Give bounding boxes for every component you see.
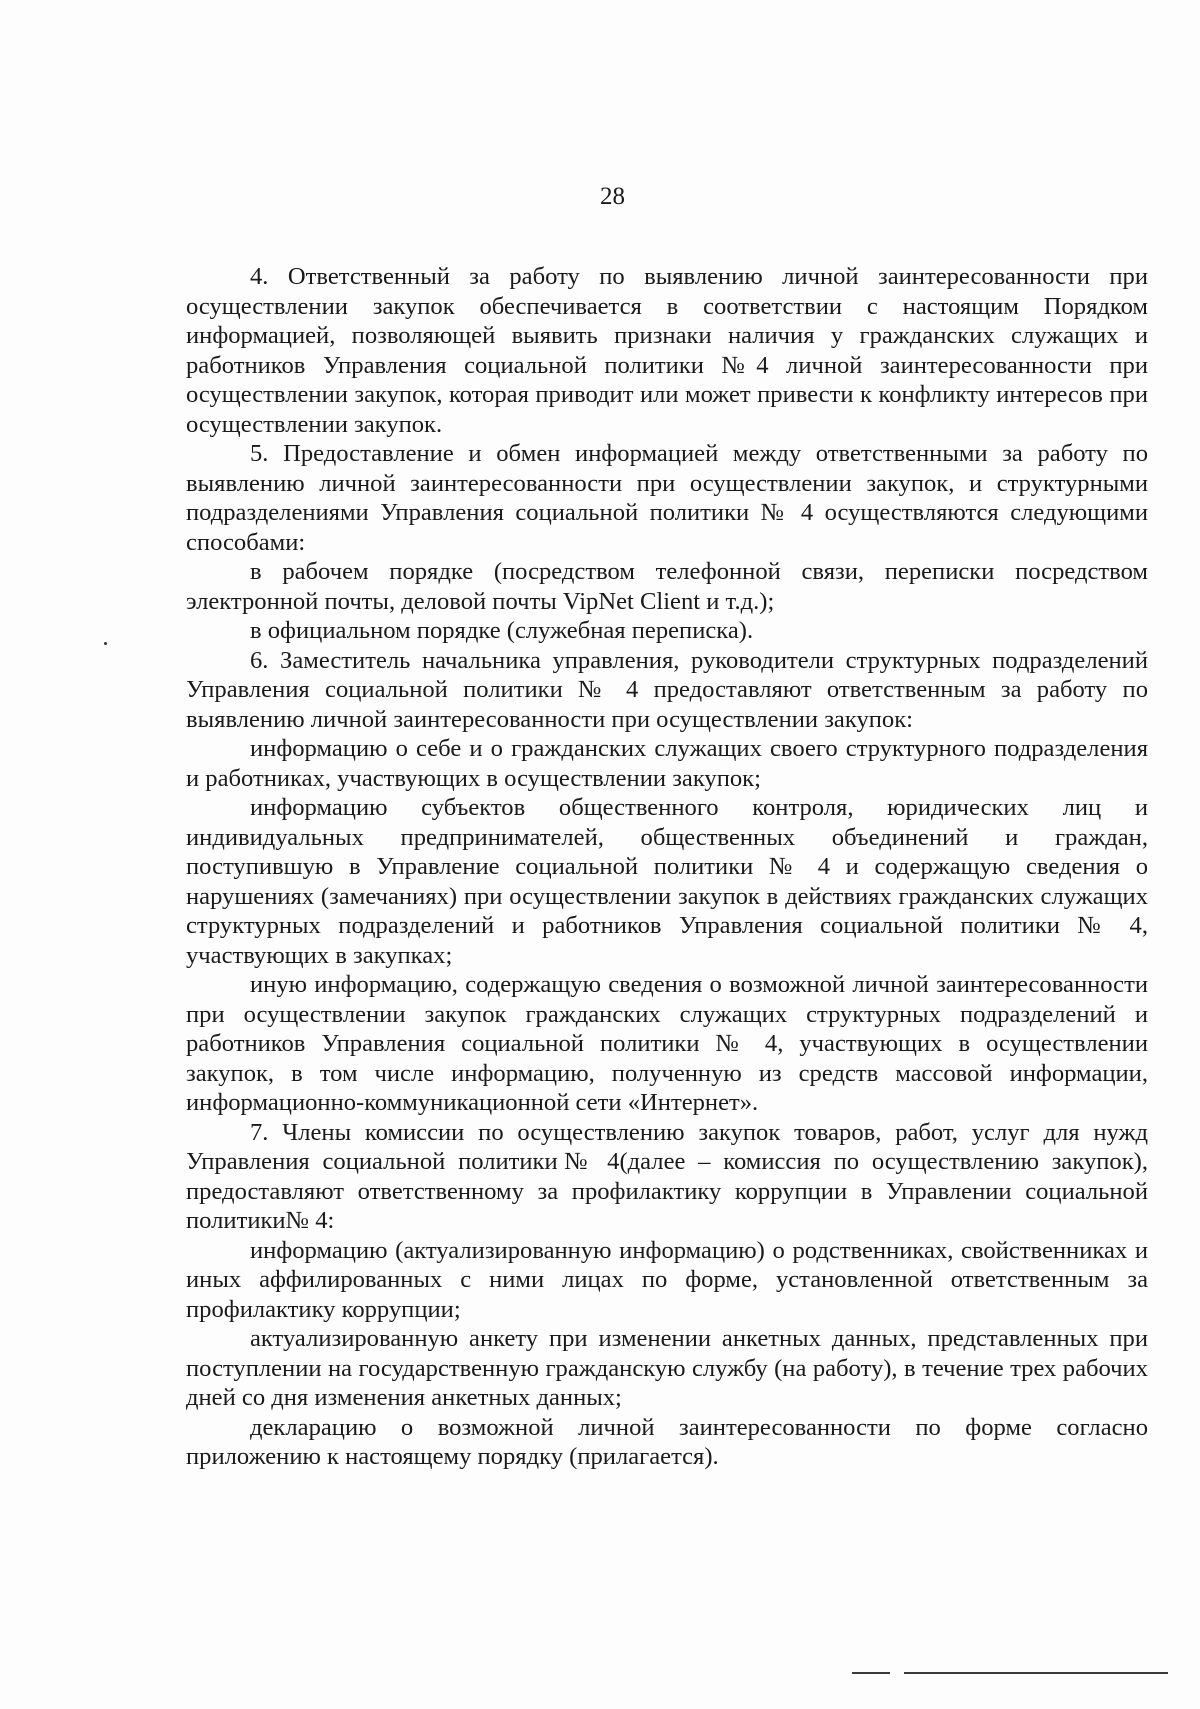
paragraph-7-item-questionnaire: актуализированную анкету при изменении анкетных данных, представленных при поступлении на государственную гражданскую службу (на работу), в течение трех рабочих дней со дня изменения анкетных данных; [186,1325,1148,1411]
scan-artifact-dot [104,642,107,645]
document-body [186,262,1148,1472]
paragraph-5-item-working: в рабочем порядке (посредством телефонной связи, переписки посредством электронной почты, деловой почты VipNet Client и т.д.); [186,558,1148,615]
page-number: 28 [600,183,625,210]
paragraph-7-item-declaration: декларацию о возможной личной заинтересованности по форме согласно приложению к настоящему порядку (прилагается). [186,1413,1148,1470]
paragraph-6: 6. Заместитель начальника управления, руководители структурных подразделений Управления социальной политики № 4 предоставляют ответственным за работу по выявлению личной заинтересованности при осуществлении закупок: [186,646,1148,733]
paragraph-7-item-relatives: информацию (актуализированную информацию) о родственниках, свойственниках и иных аффилированных с ними лицах по форме, установленной ответственным за профилактику коррупции; [186,1236,1148,1323]
paragraph-4: 4. Ответственный за работу по выявлению личной заинтересованности при осуществлении закупок обеспечивается в соответствии с настоящим Порядком информацией, позволяющей выявить признаки наличия у гражданских служащих и работников Управления социальной политики №4 личной заинтересованности при осуществлении закупок, которая приводит или может привести к конфликту интересов при осуществлении закупок. [186,263,1148,438]
paragraph-7: 7. Члены комиссии по осуществлению закупок товаров, работ, услуг для нужд Управления социальной политики№ 4(далее – комиссия по осуществлению закупок), предоставляют ответственному за профилактику коррупции в Управлении социальной политики№ 4: [186,1118,1148,1234]
footer-rule-long [904,1672,1168,1674]
paragraph-5: 5. Предоставление и обмен информацией между ответственными за работу по выявлению личной заинтересованности при осуществлении закупок, и структурными подразделениями Управления социальной политики № 4 осуществляются следующими способами: [186,440,1148,556]
footer-rule-short [852,1672,890,1674]
paragraph-6-item-other-info: иную информацию, содержащую сведения о возможной личной заинтересованности при осуществлении закупок гражданских служащих структурных подразделений и работников Управления социальной политики № 4, участвующих в осуществлении закупок, в том числе информацию, полученную из средств массовой информации, информационно-коммуникационной сети «Интернет». [186,971,1148,1116]
paragraph-5-item-official: в официальном порядке (служебная переписка). [250,617,754,644]
paragraph-6-item-control-info: информацию субъектов общественного контроля, юридических лиц и индивидуальных предпринимателей, общественных объединений и граждан, поступившую в Управление социальной политики № 4 и содержащую сведения о нарушениях (замечаниях) при осуществлении закупок в действиях гражданских служащих структурных подразделений и работников Управления социальной политики № 4, участвующих в закупках; [186,794,1148,969]
paragraph-6-item-self-info: информацию о себе и о гражданских служащих своего структурного подразделения и работниках, участвующих в осуществлении закупок; [186,735,1148,792]
